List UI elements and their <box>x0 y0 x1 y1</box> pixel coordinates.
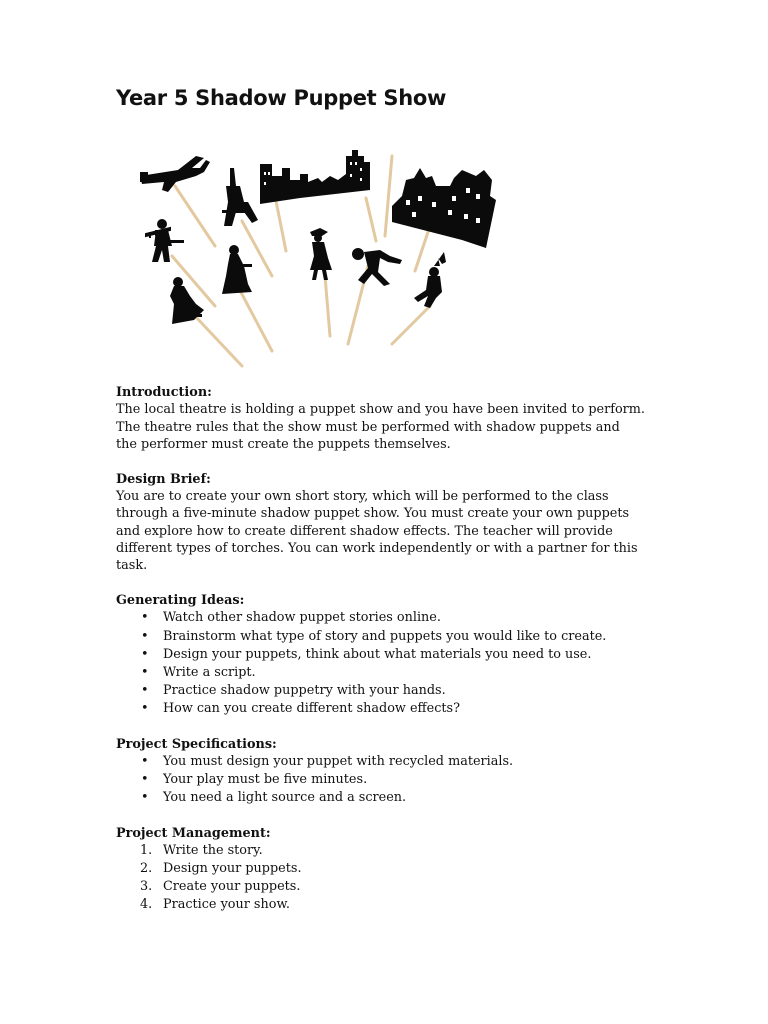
bullet-icon: • <box>141 772 149 787</box>
project-management-list <box>116 842 676 914</box>
generating-ideas-section <box>116 592 676 718</box>
bullet-icon: • <box>141 682 149 698</box>
list-item <box>116 789 676 807</box>
generating-ideas-list <box>116 609 676 718</box>
bullet-icon: • <box>141 646 149 662</box>
design-brief-line: You are to create your own short story, which will be performed to the class <box>116 489 609 505</box>
list-item <box>116 664 676 682</box>
list-item-text: Brainstorm what type of story and puppets you would like to create. <box>163 628 607 644</box>
shadow-puppets-illustration <box>130 126 510 376</box>
list-item-text: Your play must be five minutes. <box>163 772 368 787</box>
list-item <box>116 842 676 860</box>
list-item <box>116 700 676 718</box>
bullet-icon: • <box>141 700 149 716</box>
page-title: Year 5 Shadow Puppet Show <box>116 86 447 110</box>
list-item-text: You must design your puppet with recycled materials. <box>163 753 514 769</box>
introduction-line: The theatre rules that the show must be performed with shadow puppets and <box>116 419 620 435</box>
bullet-icon: • <box>141 664 149 680</box>
girl-puppet <box>170 277 204 324</box>
list-item-text: Write the story. <box>163 843 263 859</box>
crescent-moon-puppet <box>384 132 408 164</box>
list-item <box>116 682 676 700</box>
list-item-text: Create your puppets. <box>163 879 301 895</box>
project-specifications-section <box>116 736 676 808</box>
bullet-icon: • <box>141 790 149 806</box>
list-item <box>116 771 676 789</box>
bullet-icon: • <box>141 628 149 644</box>
introduction-line: the performer must create the puppets themselves. <box>116 436 451 452</box>
project-management-heading: Project Management: <box>116 825 271 841</box>
list-item <box>116 878 676 896</box>
document-body <box>116 384 676 932</box>
introduction-heading: Introduction: <box>116 385 212 400</box>
project-specifications-list <box>116 753 676 807</box>
detective-puppet <box>310 228 332 280</box>
design-brief-line: and explore how to create different shadow effects. The teacher will provide <box>116 523 613 539</box>
list-item <box>116 753 676 771</box>
design-brief-section <box>116 471 676 575</box>
list-item <box>116 628 676 646</box>
running-thief-puppet <box>352 248 402 286</box>
list-number: 3. <box>140 879 153 895</box>
list-item <box>116 860 676 878</box>
introduction-section <box>116 384 676 453</box>
introduction-line: The local theatre is holding a puppet show and you have been invited to perform. <box>116 402 645 418</box>
bullet-icon: • <box>141 753 149 769</box>
list-item <box>116 609 676 627</box>
design-brief-line: through a five-minute shadow puppet show. You must create your own puppets <box>116 506 630 522</box>
haunted-house-puppet <box>392 168 496 248</box>
chimney-sweep-puppet <box>146 219 184 262</box>
list-item-text: How can you create different shadow effects? <box>163 700 460 716</box>
city-skyline-puppet <box>260 150 370 204</box>
list-item-text: Watch other shadow puppet stories online. <box>163 610 441 626</box>
bullet-icon: • <box>141 610 149 626</box>
list-item-text: Write a script. <box>163 664 256 680</box>
list-item-text: Design your puppets, think about what materials you need to use. <box>163 646 592 662</box>
eiffel-tower-puppet <box>222 168 258 226</box>
list-item-text: Design your puppets. <box>163 861 302 877</box>
list-number: 1. <box>140 843 153 859</box>
project-management-section <box>116 825 676 915</box>
list-number: 4. <box>140 897 153 913</box>
list-item-text: Practice shadow puppetry with your hands. <box>163 682 446 698</box>
list-item-text: Practice your show. <box>163 897 290 913</box>
generating-ideas-heading: Generating Ideas: <box>116 593 245 609</box>
design-brief-line: different types of torches. You can work independently or with a partner for this <box>116 540 638 556</box>
design-brief-heading: Design Brief: <box>116 471 211 487</box>
list-item-text: You need a light source and a screen. <box>163 790 407 806</box>
project-specifications-heading: Project Specifications: <box>116 736 277 752</box>
list-item <box>116 646 676 664</box>
list-item <box>116 896 676 914</box>
list-number: 2. <box>140 861 153 877</box>
woman-puppet <box>222 245 252 294</box>
design-brief-line: task. <box>116 558 148 574</box>
